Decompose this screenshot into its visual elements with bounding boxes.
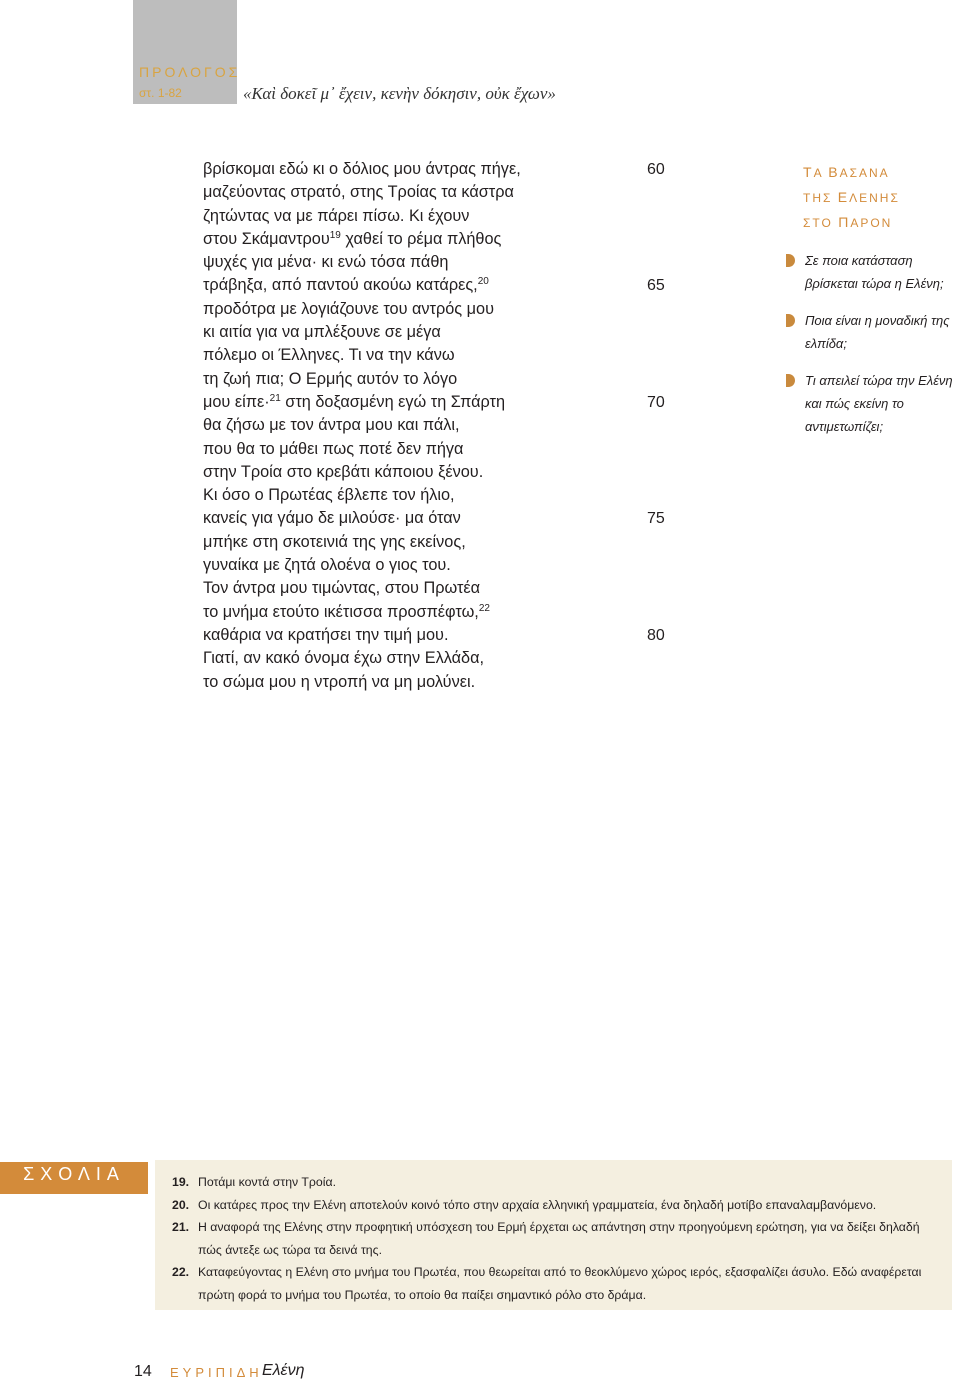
poem-text [203, 158, 683, 694]
footer-work-title: Ελένη [262, 1362, 305, 1379]
notes-list [172, 1171, 942, 1306]
notes-label: ΣΧΟΛΙΑ [23, 1164, 125, 1184]
poem-line: θα ζήσω με τον άντρα μου και πάλι, [203, 416, 460, 435]
poem-line: στου Σκάμαντρου$^{19}$ χαθεί το ρέμα πλήθος [203, 229, 502, 248]
poem-line: το σώμα μου η ντροπή να μη μολύνει. [203, 672, 476, 691]
line-number: 65 [647, 277, 665, 295]
poem-line: το μνήμα ετούτο ικέτισσα προσπέφτω,$^{22}$ [203, 602, 490, 621]
epigraph: «Καὶ δοκεῖ μ᾽ ἔχειν, κενὴν δόκησιν, οὐκ ἔχων» [243, 84, 556, 103]
poem-line: πόλεμο οι Έλληνες. Τι να την κάνω [203, 346, 455, 365]
poem-line: μπήκε στη σκοτεινιά της γης εκείνος, [203, 532, 466, 551]
note-item: 20. Οι κατάρες προς την Ελένη αποτελούν κοινό τόπο στην αρχαία ελληνική γραμματεία, ένα δηλαδή μοτίβο επαναλαμβανόμενο. [172, 1197, 877, 1212]
poem-line: γυναίκα με ζητά ολοένα ο γιος του. [203, 556, 451, 575]
poem-line: κι αιτία για να μπλέξουνε σε μέγα [203, 323, 441, 342]
note-item: 21. Η αναφορά της Ελένης στην προφητική υπόσχεση του Ερμή έρχεται ως απάντηση στην προηγούμενη ερώτηση, για να δείξει δηλαδή πώς άντεξε ως τώρα τα δεινά της. [172, 1220, 920, 1257]
sidebar-title: ΤΑ ΒΑΣΑΝΑ ΤΗΣ ΕΛΕΝΗΣ ΣΤΟ ΠΑΡΟΝ [803, 164, 900, 230]
question-item: Τι απειλεί τώρα την Ελένη και πώς εκείνη το αντιμετωπίζει; [787, 369, 957, 438]
bullet-icon [786, 314, 795, 327]
question-item: Σε ποια κατάσταση βρίσκεται τώρα η Ελένη; [787, 249, 957, 295]
line-number: 75 [647, 510, 665, 528]
note-item: 22. Καταφεύγοντας η Ελένη στο μνήμα του Πρωτέα, που θεωρείται από το θεοκλύμενο χώρος ιερός, εξασφαλίζει άσυλο. Εδώ αναφέρεται πρώτη φορά το μνήμα του Πρωτέα, το οποίο θα παίξει σημαντικό ρόλο στο δράμα. [172, 1265, 922, 1302]
section-range: στ. 1-82 [139, 86, 182, 100]
poem-line: που θα το μάθει πως ποτέ δεν πήγα [203, 439, 464, 458]
poem-line: μου είπε·$^{21}$ στη δοξασμένη εγώ τη Σπάρτη 70 [203, 391, 683, 414]
poem-line: Τον άντρα μου τιμώντας, στου Πρωτέα [203, 579, 481, 598]
question-item: Ποια είναι η μοναδική της ελπίδα; [787, 309, 957, 355]
sidebar-questions [787, 160, 957, 438]
line-number: 60 [647, 161, 665, 178]
line-number: 70 [647, 393, 665, 411]
bullet-icon [786, 254, 795, 267]
poem-line: στην Τροία στο κρεβάτι κάποιου ξένου. [203, 462, 484, 481]
line-number: 80 [647, 626, 665, 644]
footnote-ref: 21 [269, 392, 281, 404]
poem-line: βρίσκομαι εδώ κι ο δόλιος μου άντρας πήγε, 60 [203, 158, 683, 181]
footnote-ref: 20 [477, 276, 489, 288]
poem-line: τράβηξα, από παντού ακούω κατάρες,$^{20}$ 65 [203, 274, 683, 297]
page-number: 14 [134, 1363, 152, 1380]
footer-author: ΕΥΡΙΠΙΔΗ [170, 1365, 263, 1380]
poem-line: κανείς για γάμο δε μιλούσε· μα όταν 75 [203, 507, 683, 530]
poem-line: ψυχές για μένα· κι ενώ τόσα πάθη [203, 253, 449, 272]
poem-line: Κι όσο ο Πρωτέας έβλεπε τον ήλιο, [203, 486, 455, 505]
bullet-icon [786, 374, 795, 387]
footnote-ref: 22 [478, 602, 490, 614]
section-title: ΠΡΟΛΟΓΟΣ [139, 64, 241, 80]
footnote-ref: 19 [329, 229, 341, 241]
poem-line: τη ζωή πια; Ο Ερμής αυτόν το λόγο [203, 369, 458, 388]
poem-line: καθάρια να κρατήσει την τιμή μου. 80 [203, 624, 683, 647]
poem-line: προδότρα με λογιάζουνε του αντρός μου [203, 299, 495, 318]
poem-line: Γιατί, αν κακό όνομα έχω στην Ελλάδα, [203, 649, 485, 668]
poem-line: ζητώντας να με πάρει πίσω. Κι έχουν [203, 206, 470, 225]
poem-line: μαζεύοντας στρατό, στης Τροίας τα κάστρα [203, 183, 514, 202]
note-item: 19. Ποτάμι κοντά στην Τροία. [172, 1175, 336, 1189]
